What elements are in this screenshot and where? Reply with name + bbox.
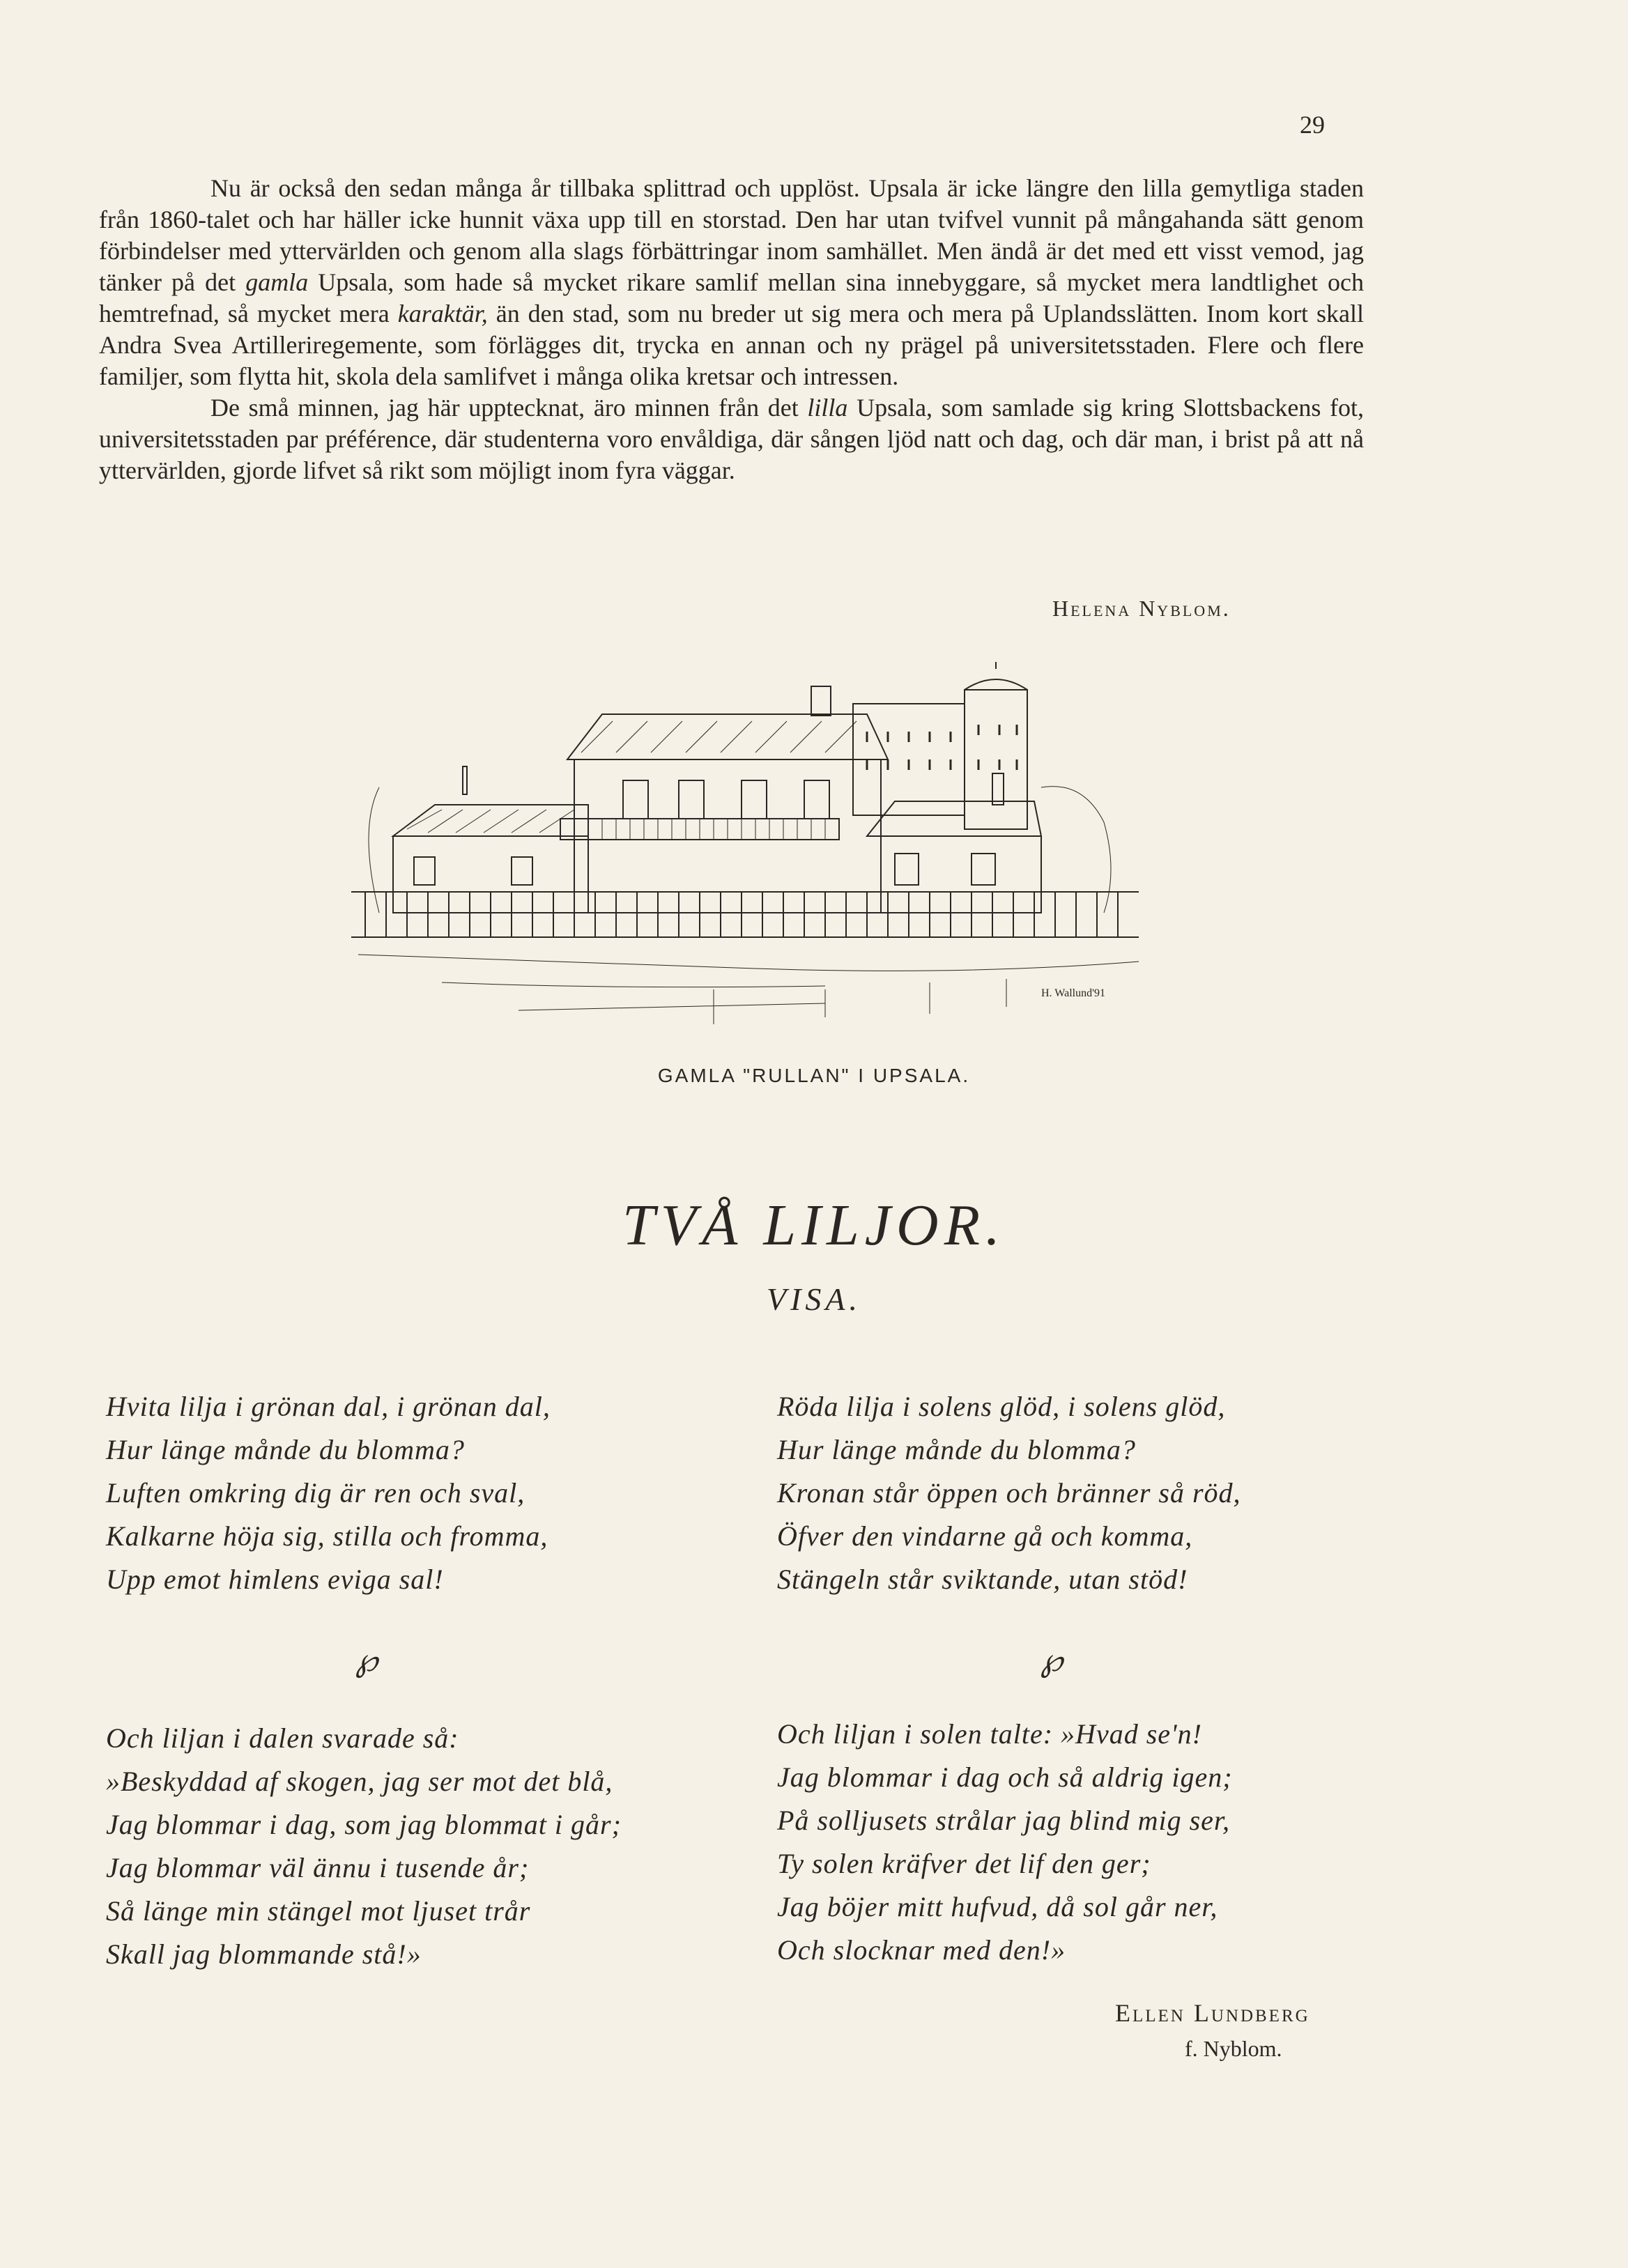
verse-line: Och liljan i solen talte: »Hvad se'n! [777,1718,1202,1750]
poem-author: Ellen Lundberg [1115,1999,1310,2027]
prose-emphasis: lilla [807,394,848,422]
verse-line: Jag blommar i dag och så aldrig igen; [777,1761,1233,1793]
prose-emphasis: karaktär, [397,300,488,327]
stanza-4 [777,1713,1233,1972]
verse-line: Stängeln står sviktande, utan stöd! [777,1564,1188,1595]
house-illustration [337,662,1153,1045]
verse-line: Öfver den vindarne gå och komma, [777,1520,1193,1552]
verse-line: Och liljan i dalen svarade så: [106,1722,459,1754]
artist-signature: H. Wallund'91 [1041,987,1105,999]
fence-drawing [351,892,1139,937]
stanza-3 [106,1717,622,1976]
illustration-caption: GAMLA "RULLAN" I UPSALA. [657,1065,971,1086]
stanza-2 [777,1385,1241,1601]
verse-line: Jag böjer mitt hufvud, då sol går ner, [777,1891,1218,1922]
ornament-icon: ℘ [355,1642,378,1678]
verse-line: Hur länge månde du blomma? [106,1434,465,1465]
prose-paragraph [99,173,1364,392]
poem-subtitle: VISA. [766,1281,861,1317]
prose-text: Nu är också den sedan många år tillbaka splittrad och upplöst. Upsala är icke längre den lilla gemytliga staden från 1860-talet och har häller icke hunnit växa upp till en storstad. Den har utan tvifvel vunnit på mångahanda sätt genom förbindelser med yttervärlden och genom alla slags förbättringar inom samhället. Men ändå är det med ett visst vemod, jag tänker på det [99,174,1364,296]
prose-text: än den stad, som nu breder ut sig mera och mera på Uplandsslätten. Inom kort skall Andra Svea Artilleriregemente, som förlägges dit, trycka en annan och ny prägel på universitetsstaden. Flere och flere familjer, som flytta hit, skola dela samlifvet i många olika kretsar och intressen. [99,300,1365,390]
ornament-icon: ℘ [1040,1642,1063,1678]
prose-text: De små minnen, jag här upptecknat, äro minnen från det [210,394,799,422]
verse-line: Kronan står öppen och bränner så röd, [777,1477,1241,1509]
verse-line: Så länge min stängel mot ljuset trår [106,1895,531,1927]
verse-line: Hvita lilja i grönan dal, i grönan dal, [106,1391,551,1422]
verse-line: Skall jag blommande stå!» [106,1938,422,1970]
verse-line: »Beskyddad af skogen, jag ser mot det blå, [106,1766,613,1797]
prose-text: Upsala, som samlade sig kring Slottsbackens fot, universitetsstaden par préférence, där studenterna voro envåldiga, där sången ljöd natt och dag, och där man, i brist på att nå yttervärlden, gjorde lifvet så rikt som möjligt inom fyra väggar. [99,394,1364,484]
verse-line: Luften omkring dig är ren och sval, [106,1477,525,1509]
prose-signature: Helena Nyblom. [1052,596,1231,621]
author-note: f. Nyblom. [1185,2036,1282,2061]
verse-line: Upp emot himlens eviga sal! [106,1564,444,1595]
ground-drawing [358,955,1139,1024]
verse-line: Röda lilja i solens glöd, i solens glöd, [777,1391,1226,1422]
verse-line: Jag blommar i dag, som jag blommat i går; [106,1809,622,1840]
verse-line: Och slocknar med den!» [777,1934,1066,1966]
prose-paragraph [99,392,1364,486]
poem-title: TVÅ LILJOR. [622,1193,1006,1258]
verse-line: Ty solen kräfver det lif den ger; [777,1848,1151,1879]
prose-text: Upsala, som hade så mycket rikare samlif mellan sina innebyggare, så mycket mera landtlighet och hemtrefnad, så mycket mera [99,268,1365,327]
main-house-drawing [463,686,888,913]
page-number: 29 [1300,111,1325,139]
verse-line: På solljusets strålar jag blind mig ser, [777,1805,1231,1836]
prose-emphasis: gamla [245,268,309,296]
verse-line: Hur länge månde du blomma? [777,1434,1136,1465]
prose-section [99,173,1364,486]
stanza-1 [106,1385,551,1601]
verse-line: Jag blommar väl ännu i tusende år; [106,1852,530,1883]
verse-line: Kalkarne höja sig, stilla och fromma, [106,1520,548,1552]
